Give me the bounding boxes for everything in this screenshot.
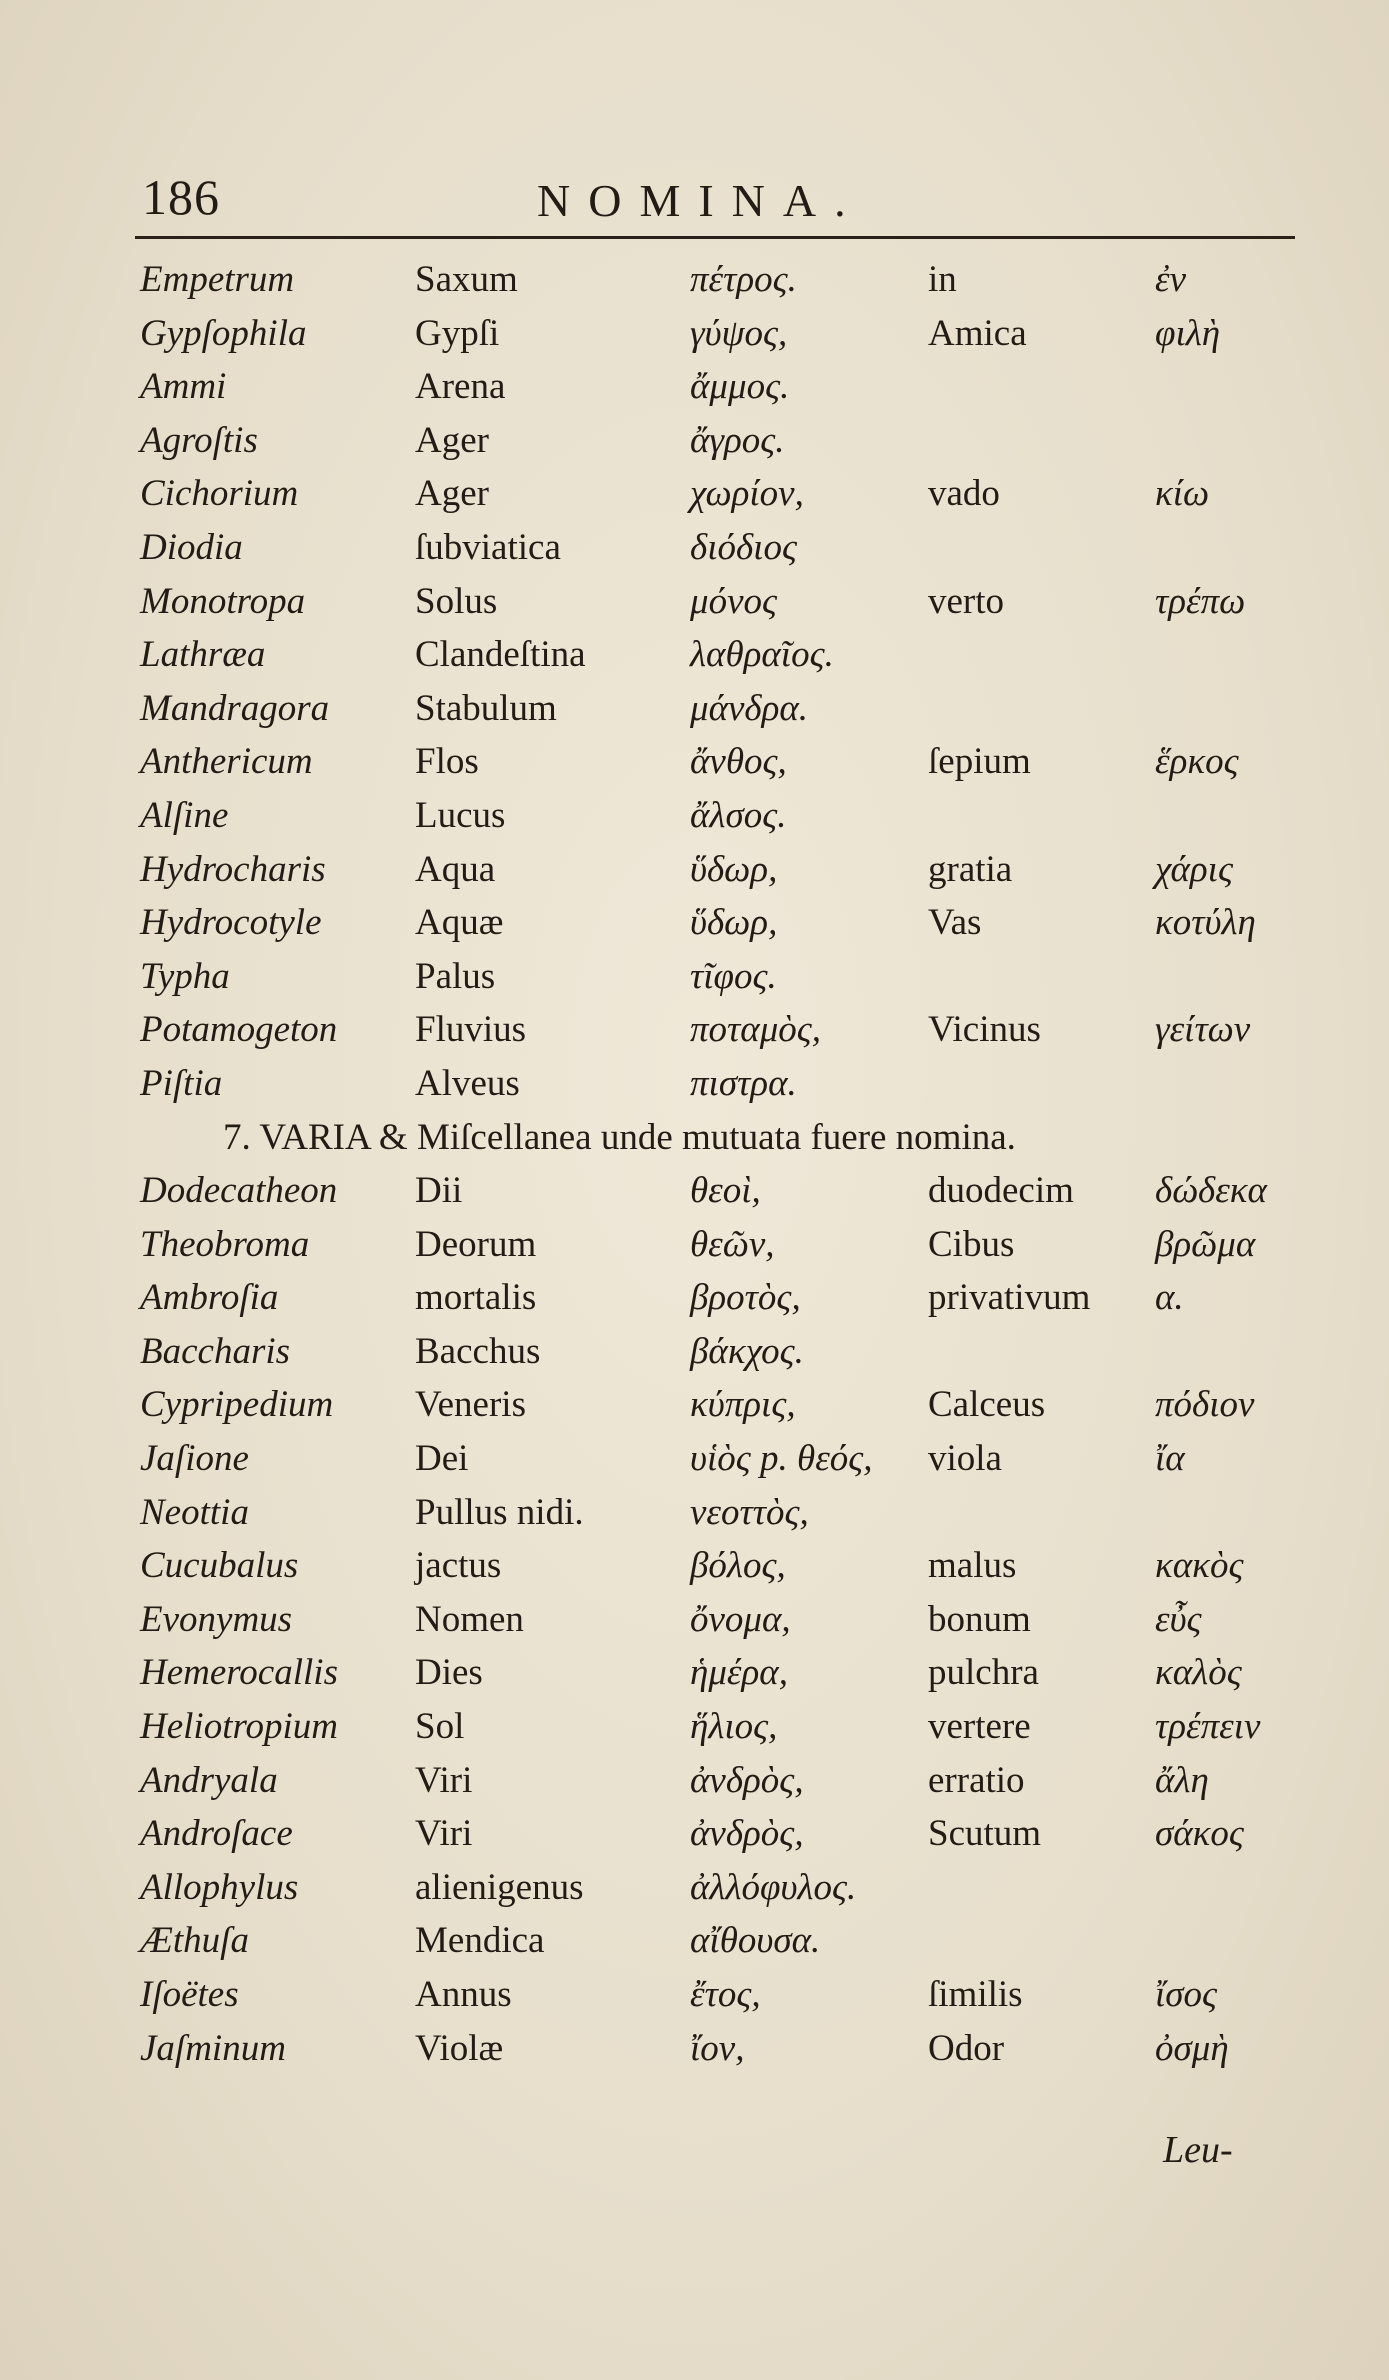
latin-word: Bacchus (415, 1330, 541, 1372)
latin-word: Lucus (415, 794, 506, 836)
table-row (0, 468, 1389, 522)
greek-gloss: τρέπω (1155, 580, 1246, 622)
latin-word: Fluvius (415, 1009, 527, 1051)
latin-word: Mendica (415, 1920, 545, 1962)
greek-gloss: πόδιον (1155, 1384, 1255, 1426)
latin-gloss: privativum (928, 1277, 1091, 1319)
genus-name: Androſace (140, 1813, 293, 1855)
genus-name: Alſine (140, 794, 229, 836)
table-row (0, 1487, 1389, 1541)
greek-word: ἀνδρὸς, (690, 1813, 804, 1855)
greek-word: ἴον, (690, 2027, 745, 2069)
greek-gloss: χάρις (1155, 848, 1233, 890)
latin-word: Gypſi (415, 312, 500, 354)
greek-word: ἥλιος, (690, 1706, 778, 1748)
genus-name: Potamogeton (140, 1009, 338, 1051)
genus-name: Neottia (140, 1491, 249, 1533)
genus-name: Hydrocharis (140, 848, 326, 890)
greek-gloss: α. (1155, 1277, 1184, 1319)
latin-word: Pullus nidi. (415, 1491, 584, 1533)
genus-name: Typha (140, 955, 230, 997)
greek-gloss: ἴα (1155, 1438, 1185, 1480)
genus-name: Piſtia (140, 1062, 223, 1104)
table-row (0, 1862, 1389, 1916)
genus-name: Ambroſia (140, 1277, 279, 1319)
latin-word: Arena (415, 366, 506, 408)
latin-gloss: duodecim (928, 1170, 1074, 1212)
table-row (0, 844, 1389, 898)
genus-name: Baccharis (140, 1330, 291, 1372)
greek-word: αἴθουσα. (690, 1920, 821, 1962)
greek-word: ἡμέρα, (690, 1652, 788, 1694)
latin-word: Ager (415, 419, 489, 461)
latin-gloss: vado (928, 473, 1000, 515)
table-row (0, 736, 1389, 790)
latin-word: Violæ (415, 2027, 504, 2069)
table-row (0, 1969, 1389, 2023)
latin-word: Ager (415, 473, 489, 515)
greek-gloss: ἕρκος (1155, 741, 1239, 783)
latin-gloss: Cibus (928, 1223, 1015, 1265)
table-row (0, 1272, 1389, 1326)
latin-gloss: Calceus (928, 1384, 1046, 1426)
genus-name: Allophylus (140, 1866, 299, 1908)
latin-word: alienigenus (415, 1866, 584, 1908)
nomina-table (0, 254, 1389, 2076)
latin-gloss: Vas (928, 902, 982, 944)
greek-gloss: κακὸς (1155, 1545, 1244, 1587)
greek-word: ἄλσος. (690, 794, 787, 836)
greek-gloss: δώδεκα (1155, 1170, 1267, 1212)
latin-word: ſubviatica (415, 526, 561, 568)
table-row (0, 1058, 1389, 1112)
genus-name: Hydrocotyle (140, 902, 322, 944)
latin-word: Dies (415, 1652, 483, 1694)
greek-word: ἄγρος. (690, 419, 785, 461)
section-heading (0, 1112, 1389, 1166)
latin-word: Viri (415, 1813, 473, 1855)
table-row (0, 2023, 1389, 2077)
greek-word: υἱὸς p. θεός, (690, 1438, 873, 1480)
latin-word: Veneris (415, 1384, 526, 1426)
genus-name: Gypſophila (140, 312, 307, 354)
latin-gloss: Vicinus (928, 1009, 1041, 1051)
genus-name: Andryala (140, 1759, 278, 1801)
page-header (142, 168, 1292, 238)
greek-word: ἀνδρὸς, (690, 1759, 804, 1801)
genus-name: Theobroma (140, 1223, 310, 1265)
greek-word: ὕδωρ, (690, 902, 778, 944)
header-rule (135, 236, 1295, 239)
greek-gloss: ὀσμὴ (1155, 2027, 1229, 2069)
latin-word: Solus (415, 580, 498, 622)
latin-word: Dii (415, 1170, 463, 1212)
greek-word: τῖφος. (690, 955, 777, 997)
table-row (0, 790, 1389, 844)
genus-name: Cichorium (140, 473, 299, 515)
genus-name: Agroſtis (140, 419, 258, 461)
genus-name: Ammi (140, 366, 227, 408)
table-row (0, 629, 1389, 683)
greek-word: ὄνομα, (690, 1598, 791, 1640)
table-row (0, 1219, 1389, 1273)
latin-gloss: Scutum (928, 1813, 1042, 1855)
genus-name: Æthuſa (140, 1920, 249, 1962)
rows-section-b (0, 1165, 1389, 2076)
greek-word: μάνδρα. (690, 687, 809, 729)
latin-word: Sol (415, 1706, 465, 1748)
genus-name: Jaſione (140, 1438, 249, 1480)
table-row (0, 254, 1389, 308)
table-row (0, 415, 1389, 469)
latin-word: Palus (415, 955, 496, 997)
rows-section-a (0, 254, 1389, 1112)
genus-name: Anthericum (140, 741, 313, 783)
greek-word: πιστρα. (690, 1062, 797, 1104)
genus-name: Cypripedium (140, 1384, 334, 1426)
genus-name: Iſoëtes (140, 1974, 239, 2015)
greek-word: βάκχος. (690, 1330, 804, 1372)
genus-name: Mandragora (140, 687, 330, 729)
greek-word: νεοττὸς, (690, 1491, 809, 1533)
table-row (0, 522, 1389, 576)
greek-word: θεοὶ, (690, 1170, 761, 1212)
table-row (0, 951, 1389, 1005)
greek-gloss: καλὸς (1155, 1652, 1242, 1694)
greek-word: βόλος, (690, 1545, 786, 1587)
table-row (0, 1808, 1389, 1862)
latin-gloss: bonum (928, 1598, 1031, 1640)
latin-gloss: ſimilis (928, 1974, 1023, 2015)
genus-name: Lathræa (140, 634, 266, 676)
greek-gloss: ἴσος (1155, 1974, 1218, 2015)
catchword: Leu- (1163, 2129, 1233, 2171)
table-row (0, 1701, 1389, 1755)
latin-gloss: Odor (928, 2027, 1005, 2069)
table-row (0, 683, 1389, 737)
greek-word: πέτρος. (690, 259, 797, 300)
latin-word: Deorum (415, 1223, 537, 1265)
greek-word: ἄμμος. (690, 366, 790, 408)
greek-gloss: σάκος (1155, 1813, 1244, 1855)
greek-word: βροτὸς, (690, 1277, 801, 1319)
genus-name: Empetrum (140, 259, 295, 300)
genus-name: Monotropa (140, 580, 306, 622)
running-title: NOMINA. (537, 175, 864, 226)
latin-gloss: ſepium (928, 741, 1031, 783)
greek-word: ἄνθος, (690, 741, 787, 783)
latin-word: Alveus (415, 1062, 520, 1104)
latin-gloss: erratio (928, 1759, 1025, 1801)
genus-name: Cucubalus (140, 1545, 299, 1587)
greek-gloss: ἐν (1155, 259, 1187, 300)
table-row (0, 1915, 1389, 1969)
latin-word: Clandeſtina (415, 634, 586, 676)
latin-gloss: pulchra (928, 1652, 1039, 1694)
latin-word: Flos (415, 741, 479, 783)
latin-word: Dei (415, 1438, 469, 1480)
table-row (0, 1647, 1389, 1701)
latin-gloss: in (928, 259, 957, 300)
greek-gloss: τρέπειν (1155, 1706, 1261, 1748)
table-row (0, 576, 1389, 630)
page-number: 186 (142, 169, 220, 225)
table-row (0, 361, 1389, 415)
latin-word: jactus (415, 1545, 502, 1587)
latin-word: Annus (415, 1974, 512, 2015)
table-row (0, 1433, 1389, 1487)
greek-word: ποταμὸς, (690, 1009, 822, 1051)
greek-word: μόνος (690, 580, 778, 622)
greek-word: θεῶν, (690, 1223, 775, 1265)
greek-gloss: κίω (1155, 473, 1210, 515)
genus-name: Jaſminum (140, 2027, 286, 2069)
table-row (0, 1326, 1389, 1380)
greek-word: ὕδωρ, (690, 848, 778, 890)
genus-name: Hemerocallis (140, 1652, 338, 1694)
table-row (0, 897, 1389, 951)
genus-name: Heliotropium (140, 1706, 339, 1748)
latin-word: Aquæ (415, 902, 504, 944)
latin-gloss: Amica (928, 312, 1027, 354)
table-row (0, 1540, 1389, 1594)
greek-word: διόδιος (690, 526, 797, 568)
latin-word: Stabulum (415, 687, 557, 729)
greek-word: γύψος, (690, 312, 788, 354)
greek-word: κύπρις, (690, 1384, 796, 1426)
latin-gloss: malus (928, 1545, 1017, 1587)
latin-gloss: viola (928, 1438, 1002, 1480)
section-heading-text: 7. VARIA & Miſcellanea unde mutuata fuere nomina. (223, 1116, 1016, 1158)
greek-word: χωρίον, (690, 473, 804, 515)
latin-gloss: verto (928, 580, 1005, 622)
latin-gloss: vertere (928, 1706, 1031, 1748)
latin-word: Aqua (415, 848, 496, 890)
table-row (0, 308, 1389, 362)
greek-gloss: εὖς (1155, 1598, 1202, 1640)
latin-word: Nomen (415, 1598, 524, 1640)
greek-gloss: ἄλη (1155, 1759, 1209, 1801)
greek-word: ἀλλόφυλος. (690, 1866, 857, 1908)
greek-gloss: φιλὴ (1155, 312, 1221, 354)
greek-word: λαθραῖος. (690, 634, 834, 676)
genus-name: Evonymus (140, 1598, 293, 1640)
latin-word: mortalis (415, 1277, 537, 1319)
table-row (0, 1379, 1389, 1433)
greek-word: ἔτος, (690, 1974, 761, 2015)
latin-word: Viri (415, 1759, 473, 1801)
greek-gloss: γείτων (1155, 1009, 1251, 1051)
table-row (0, 1594, 1389, 1648)
table-row (0, 1165, 1389, 1219)
genus-name: Dodecatheon (140, 1170, 338, 1212)
table-row (0, 1755, 1389, 1809)
table-row (0, 1004, 1389, 1058)
latin-word: Saxum (415, 259, 518, 300)
greek-gloss: βρῶμα (1155, 1223, 1256, 1265)
genus-name: Diodia (140, 526, 243, 568)
greek-gloss: κοτύλη (1155, 902, 1256, 944)
latin-gloss: gratia (928, 848, 1013, 890)
